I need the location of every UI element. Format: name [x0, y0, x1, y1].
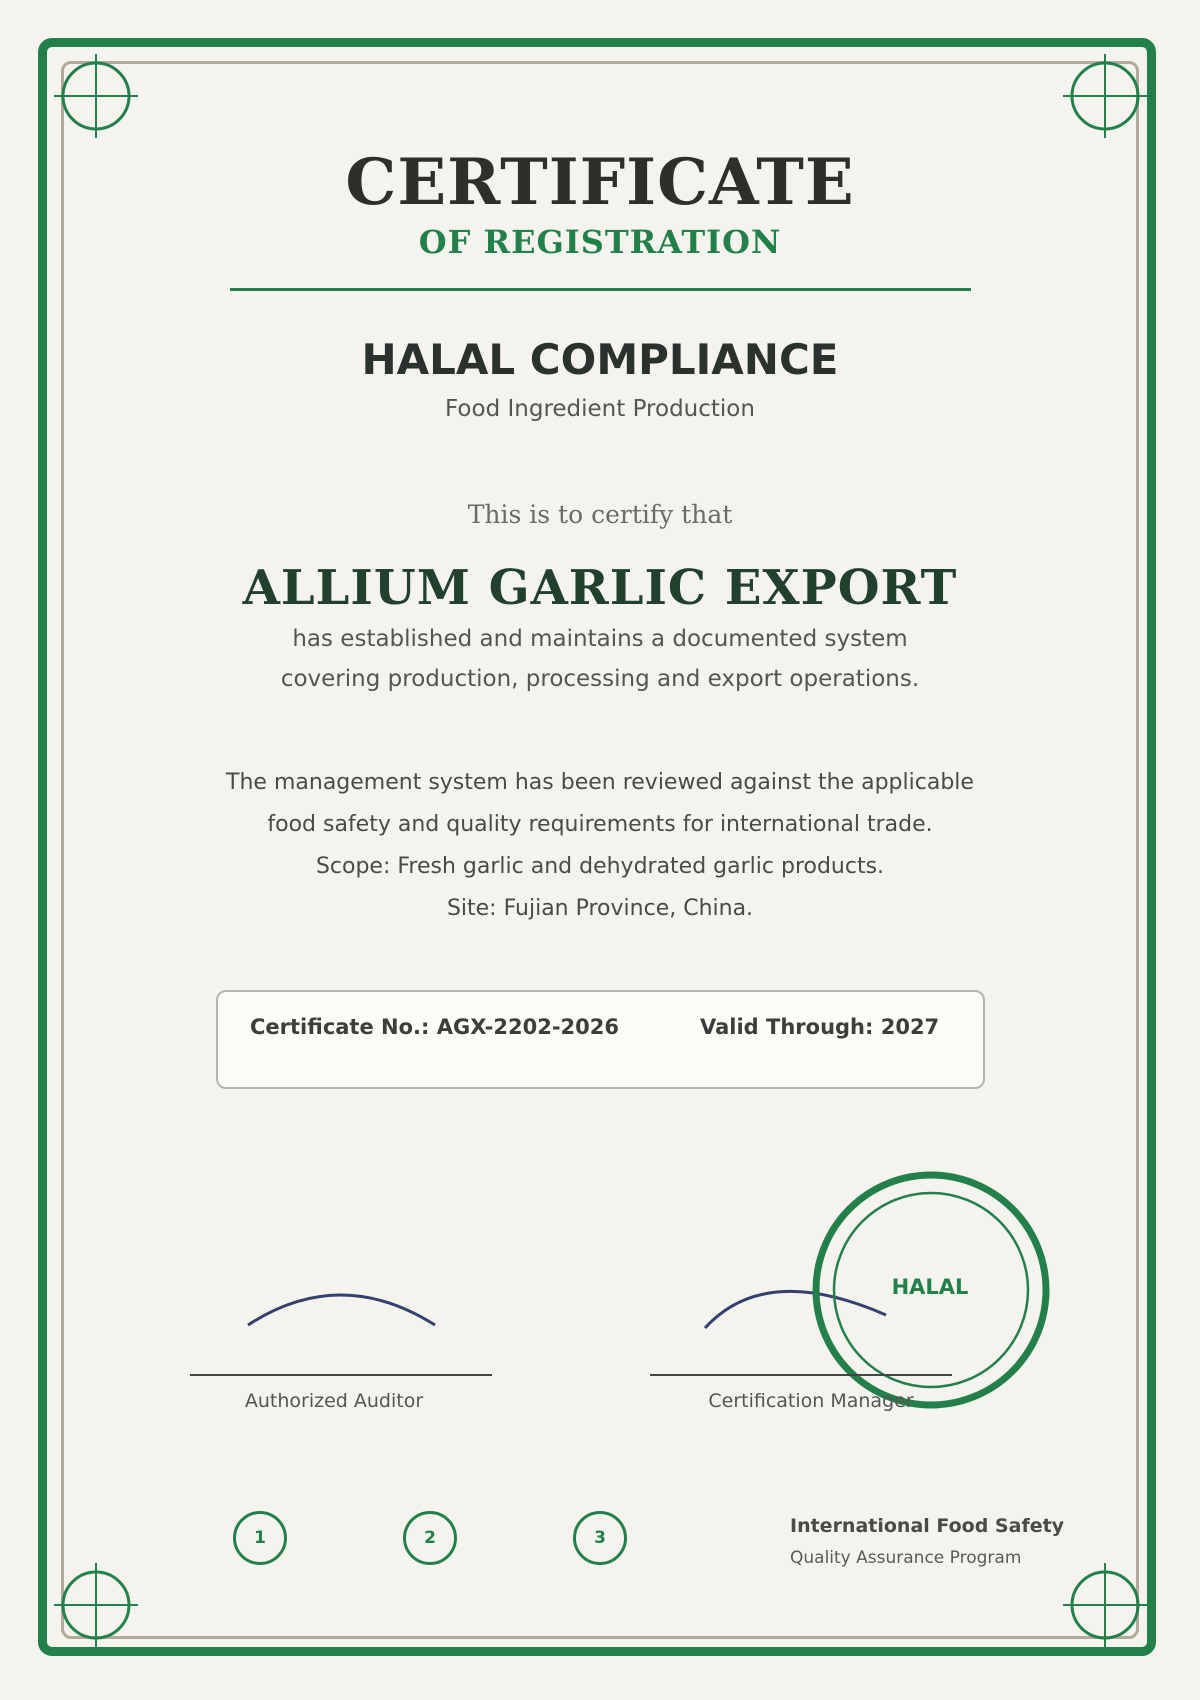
auditor-signature-line — [190, 1374, 492, 1376]
body-line: The management system has been reviewed against the applicable — [226, 770, 974, 795]
issuer-name: International Food Safety — [790, 1515, 1065, 1537]
company-name: ALLIUM GARLIC EXPORT — [242, 560, 958, 616]
number-badge: 2 — [403, 1511, 457, 1565]
certificate-title: CERTIFICATE — [345, 145, 855, 220]
statement-line: has established and maintains a documented system — [292, 626, 908, 652]
crosshair-icon — [1063, 54, 1147, 138]
number-badge: 1 — [233, 1511, 287, 1565]
number-badge: 3 — [573, 1511, 627, 1565]
crosshair-icon — [1063, 1563, 1147, 1647]
auditor-label: Authorized Auditor — [244, 1390, 424, 1412]
certificate-type-subtitle: Food Ingredient Production — [445, 396, 755, 422]
manager-label: Certification Manager — [708, 1390, 914, 1412]
site-line: Site: Fujian Province, China. — [446, 896, 754, 921]
body-line: food safety and quality requirements for international trade. — [267, 812, 933, 837]
statement-line: covering production, processing and export operations. — [280, 666, 920, 692]
certificate-subtitle: OF REGISTRATION — [418, 223, 782, 261]
certificate-number: Certificate No.: AGX-2202-2026 — [250, 1015, 620, 1039]
scope-line: Scope: Fresh garlic and dehydrated garlic products. — [315, 854, 885, 879]
certify-intro: This is to certify that — [467, 500, 733, 529]
crosshair-icon — [54, 1563, 138, 1647]
manager-signature-line — [650, 1374, 952, 1376]
seal-text: HALAL — [891, 1275, 969, 1299]
valid-through: Valid Through: 2027 — [700, 1015, 940, 1039]
certificate-details-box — [216, 990, 985, 1089]
issuer-program: Quality Assurance Program — [790, 1548, 1022, 1568]
crosshair-icon — [54, 54, 138, 138]
title-divider — [230, 288, 971, 291]
certificate-type: HALAL COMPLIANCE — [361, 335, 839, 384]
